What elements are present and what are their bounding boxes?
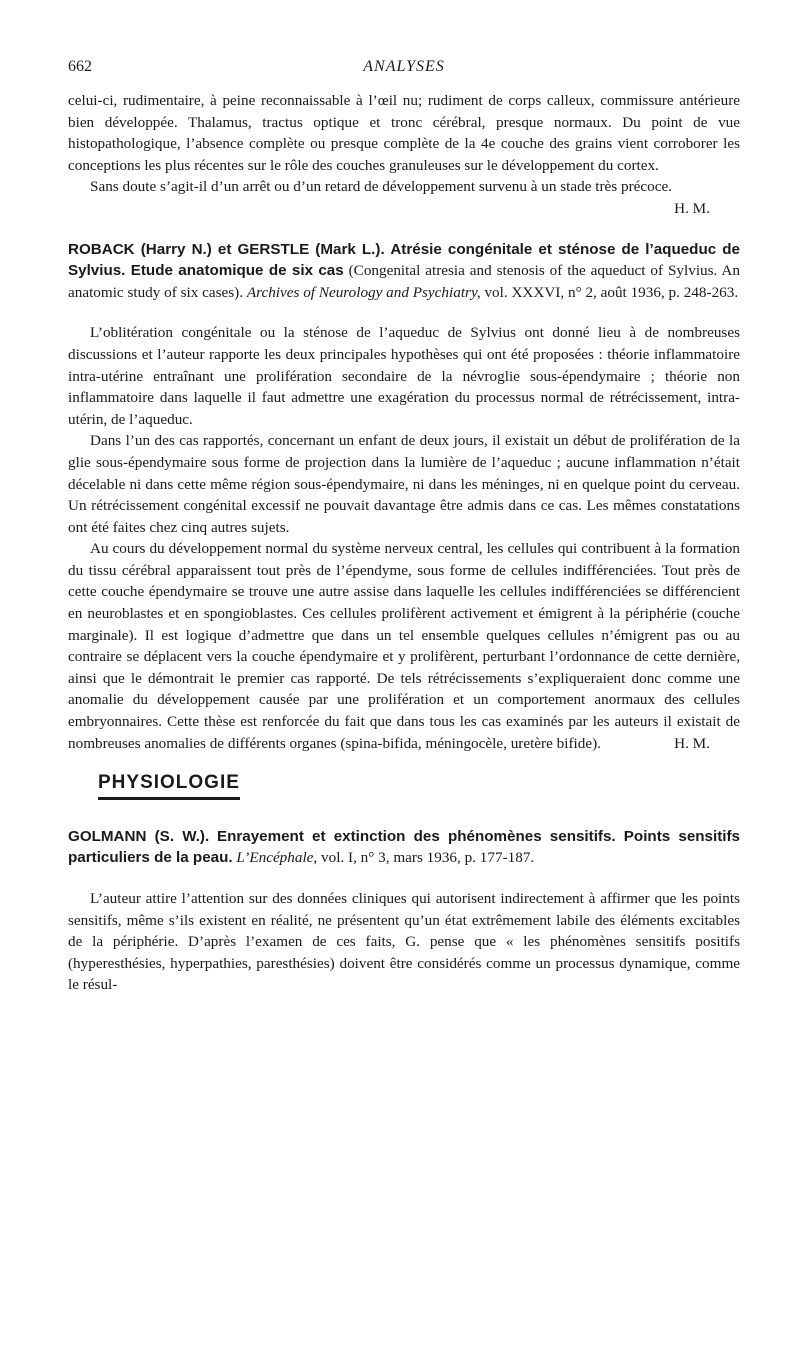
review-paragraph: Au cours du développement normal du système nerveux central, les cellules qui contribuent à la formation du tissu cérébral apparaissent tout près de l’épendyme, sous forme de cellules indifférenciées. Tout près de cette couche épendymaire se trouve une autre assise dans laquelle les cellules indifférenciées se différencient en neuroblastes et en spongioblastes. Ces cellules prolifèrent activement et émigrent à la périphérie (couche marginale). Il est logique d’admettre que dans un tel ensemble quelques cellules n’émigrent pas ou au contraire se déplacent vers la couche épendymaire et y prolifèrent, perturbant l’ordonnance de cette dernière, ainsi que le démontrait le premier cas rapporté. De tels rétrécissements s’expliqueraient donc comme une anomalie du développement causée par une prolifération et un comportement anormaux des cellules embryonnaires. Cette thèse est renforcée du fait que dans tous les cas examinés par les auteurs il existait de nombreuses anomalies de différents organes (spina-bifida, méningocèle, uretère bifide). H. M. (68, 538, 740, 754)
journal-name: L’Encéphale, (236, 849, 318, 867)
review-title-english: (Congenital atresia and stenosis of the aqueduct of Sylvius. An anatomic study of six cases). (68, 262, 740, 301)
review-authors: GOLMANN (S. W.). (68, 827, 210, 845)
page-body (68, 90, 740, 996)
review-authors: ROBACK (Harry N.) et GERSTLE (Mark L.). (68, 240, 385, 258)
section-heading: PHYSIOLOGIE (98, 772, 240, 800)
page-header (68, 58, 740, 80)
signature: H. M. (674, 734, 710, 752)
signature: H. M. (674, 199, 710, 217)
intro-paragraph-2: Sans doute s’agit-il d’un arrêt ou d’un retard de développement survenu à un stade très précoce. H. M. (68, 176, 740, 198)
intro-closing (68, 176, 740, 219)
review-title: Atrésie congénitale et sténose de l’aqueduc de Sylvius. Etude anatomique de six cas (68, 240, 740, 280)
journal-name: Archives of Neurology and Psychiatry, (246, 283, 481, 301)
review-closing (68, 538, 740, 754)
review-paragraph: L’oblitération congénitale ou la sténose de l’aqueduc de Sylvius ont donné lieu à de nombreuses discussions et l’auteur rapporte les deux principales hypothèses qui ont été proposées : théorie inflammatoire intra-utérine entraînant une prolifération secondaire de la névroglie sous-épendymaire ; théorie non inflammatoire dans laquelle il faut admettre une exagération du processus normal de rétrécissement, intra-utérin, de l’aqueduc. (68, 324, 740, 428)
review-reference (68, 239, 740, 304)
intro-paragraph: celui-ci, rudimentaire, à peine reconnaissable à l’œil nu; rudiment de corps calleux, commissure antérieure bien développée. Thalamus, tractus optique et tronc cérébral, presque normaux. Du point de vue histopathologique, l’absence complète ou presque complète de la 4e couche des grains vient corroborer les conceptions les plus récentes sur le rôle des couches granuleuses sur le développement du cortex. (68, 92, 740, 174)
review-reference (68, 826, 740, 869)
review-paragraph: Dans l’un des cas rapportés, concernant un enfant de deux jours, il existait un début de prolifération de la glie sous-épendymaire sous forme de projection dans la lumière de l’aqueduc ; aucune inflammation n’était décelable ni dans cette même région sous-épendymaire, ni dans les méninges, ni en quelque point du cerveau. Un rétrécissement congénital excessif ne pouvait davantage être admis dans ce cas. Les mêmes constatations ont été faites chez cinq autres sujets. (68, 432, 740, 536)
page-number: 662 (68, 58, 92, 75)
running-title: ANALYSES (363, 58, 445, 75)
citation: vol. XXXVI, n° 2, août 1936, p. 248-263. (484, 283, 739, 301)
review-title: Enrayement et extinction des phénomènes sensitifs. Points sensitifs particuliers de la peau. (68, 827, 740, 867)
review-paragraph: L’auteur attire l’attention sur des données cliniques qui autorisent indirectement à affirmer que les points sensitifs, même s’ils existent en réalité, ne présentent qu’un état extrêmement labile des éléments excitables de la périphérie. D’après l’examen de ces faits, G. pense que « les phénomènes sensitifs positifs (hyperesthésies, hyperpathies, paresthésies) doivent être considérés comme un processus dynamique, comme le résul- (68, 890, 740, 994)
citation: vol. I, n° 3, mars 1936, p. 177-187. (321, 849, 535, 867)
